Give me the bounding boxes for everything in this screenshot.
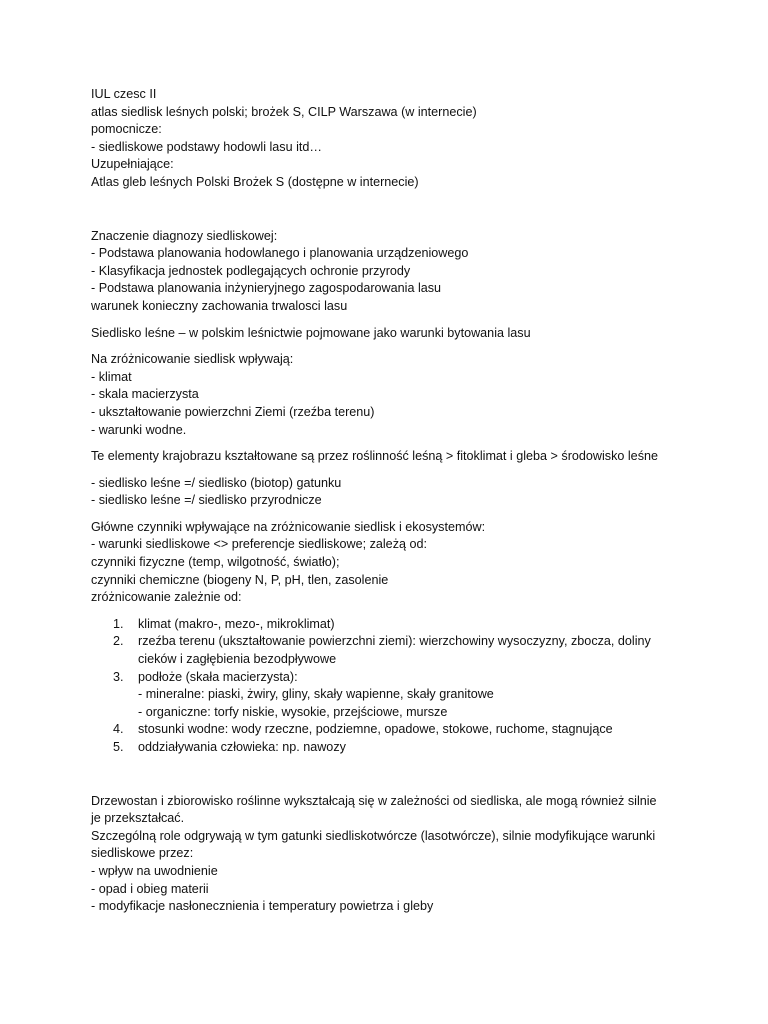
list-item-text: cieków i zagłębienia bezodpływowe — [138, 652, 337, 667]
factors-block — [91, 351, 691, 439]
closing-item: - opad i obieg materii — [91, 881, 209, 896]
habitat-item: - siedlisko leśne =/ siedlisko przyrodnicze — [91, 493, 322, 508]
main-factors-heading: Główne czynniki wpływające na zróżnicowanie siedlisk i ekosystemów: — [91, 519, 486, 534]
list-item-text: - mineralne: piaski, żwiry, gliny, skały wapienne, skały granitowe — [138, 687, 494, 702]
reference-heading-auxiliary: pomocnicze: — [91, 122, 162, 137]
numbered-list — [91, 616, 691, 757]
main-factors-item: czynniki fizyczne (temp, wilgotność, światło); — [91, 555, 340, 570]
factors-item: - ukształtowanie powierzchni Ziemi (rzeźba terenu) — [91, 404, 375, 419]
closing-item: - modyfikacje nasłonecznienia i temperatury powietrza i gleby — [91, 899, 434, 914]
list-item — [91, 633, 691, 668]
list-number: 1. — [113, 616, 124, 631]
main-factors-item: - warunki siedliskowe <> preferencje siedliskowe; zależą od: — [91, 537, 427, 552]
list-item-text: oddziaływania człowieka: np. nawozy — [138, 740, 346, 754]
list-item-text: klimat (makro-, mezo-, mikroklimat) — [138, 616, 335, 631]
factors-item: - warunki wodne. — [91, 422, 187, 437]
list-item — [91, 669, 691, 722]
list-number: 4. — [113, 722, 124, 737]
main-factors-block — [91, 519, 691, 607]
diagnosis-note: warunek konieczny zachowania trwalosci lasu — [91, 298, 348, 313]
closing-block — [91, 793, 691, 916]
habitat-item: - siedlisko leśne =/ siedlisko (biotop) gatunku — [91, 475, 342, 490]
landscape-sentence: Te elementy krajobrazu kształtowane są przez roślinność leśną > fitoklimat i gleba > środowisko leśne — [91, 449, 658, 464]
factors-heading: Na zróżnicowanie siedlisk wpływają: — [91, 352, 294, 367]
reference-supplementary-item: Atlas gleb leśnych Polski Brożek S (dostępne w internecie) — [91, 174, 419, 189]
factors-item: - skala macierzysta — [91, 387, 199, 402]
list-item-text: podłoże (skała macierzysta): — [138, 669, 298, 684]
main-factors-item: zróżnicowanie zależnie od: — [91, 590, 242, 605]
main-factors-item: czynniki chemiczne (biogeny N, P, pH, tlen, zasolenie — [91, 572, 389, 587]
header-block — [91, 86, 691, 192]
closing-line: Drzewostan i zbiorowisko roślinne wykształcają się w zależności od siedliska, ale mogą również silnie — [91, 793, 657, 808]
diagnosis-heading: Znaczenie diagnozy siedliskowej: — [91, 228, 278, 243]
list-item — [91, 616, 691, 634]
reference-main: atlas siedlisk leśnych polski; brożek S, CILP Warszawa (w internecie) — [91, 104, 477, 119]
reference-heading-supplementary: Uzupełniające: — [91, 157, 174, 172]
diagnosis-item: - Klasyfikacja jednostek podlegających ochronie przyrody — [91, 263, 411, 278]
list-number: 2. — [113, 634, 124, 649]
habitat-block — [91, 475, 691, 510]
diagnosis-item: - Podstawa planowania hodowlanego i planowania urządzeniowego — [91, 246, 469, 261]
document-title: IUL czesc II — [91, 87, 157, 101]
list-number: 5. — [113, 740, 124, 754]
document-page — [91, 86, 691, 916]
reference-auxiliary-item: - siedliskowe podstawy hodowli lasu itd… — [91, 139, 322, 154]
list-item-text: - organiczne: torfy niskie, wysokie, przejściowe, mursze — [138, 704, 448, 719]
diagnosis-block — [91, 228, 691, 316]
list-number: 3. — [113, 669, 124, 684]
closing-item: - wpływ na uwodnienie — [91, 863, 218, 878]
closing-line: siedliskowe przez: — [91, 846, 194, 861]
list-item-text: rzeźba terenu (ukształtowanie powierzchni ziemi): wierzchowiny wysoczyzny, zbocza, doliny — [138, 634, 651, 649]
list-item-text: stosunki wodne: wody rzeczne, podziemne, opadowe, stokowe, ruchome, stagnujące — [138, 722, 613, 737]
closing-line: je przekształcać. — [91, 811, 185, 826]
diagnosis-item: - Podstawa planowania inżynieryjnego zagospodarowania lasu — [91, 281, 442, 296]
list-item — [91, 739, 691, 757]
list-item — [91, 721, 691, 739]
habitat-definition: Siedlisko leśne – w polskim leśnictwie pojmowane jako warunki bytowania lasu — [91, 325, 531, 340]
factors-item: - klimat — [91, 369, 132, 384]
closing-line: Szczególną role odgrywają w tym gatunki siedliskotwórcze (lasotwórcze), silnie modyfikujące warunki — [91, 828, 656, 843]
